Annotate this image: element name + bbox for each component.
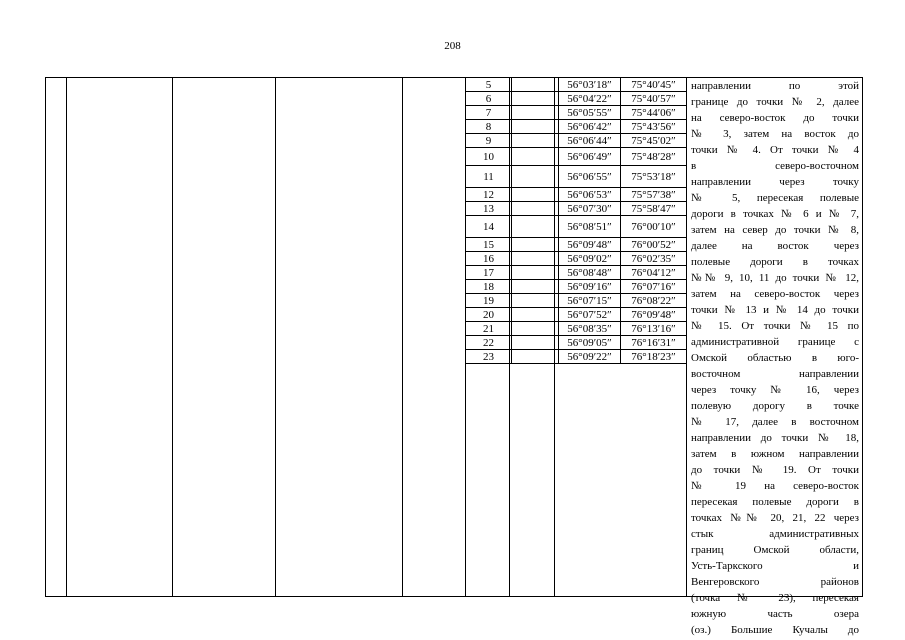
description-line: № 19 на северо-восток	[691, 480, 859, 492]
description-line: Усть-Таркского и	[691, 560, 859, 572]
point-number: 18	[466, 280, 512, 294]
description-line: затем на северо-восток через	[691, 288, 859, 300]
blank-cell	[512, 322, 559, 336]
latitude-cell: 56°06′53″	[559, 188, 621, 202]
description-line: полевую дорогу в точке	[691, 400, 859, 412]
description-line: № 15. От точки № 15 по	[691, 320, 859, 332]
column-divider	[402, 77, 403, 597]
coordinate-row	[466, 134, 687, 148]
longitude-cell: 76°00′10″	[621, 216, 687, 238]
longitude-cell: 76°16′31″	[621, 336, 687, 350]
coordinate-row	[466, 166, 687, 188]
longitude-cell: 76°07′16″	[621, 280, 687, 294]
description-line: стык административных	[691, 528, 859, 540]
description-line: № 5, пересекая полевые	[691, 192, 859, 204]
blank-cell	[512, 266, 559, 280]
latitude-cell: 56°06′42″	[559, 120, 621, 134]
point-number: 5	[466, 78, 512, 92]
blank-cell	[512, 294, 559, 308]
longitude-cell: 76°13′16″	[621, 322, 687, 336]
blank-cell	[512, 216, 559, 238]
longitude-cell: 76°00′52″	[621, 238, 687, 252]
description-line: далее на восток через	[691, 240, 859, 252]
blank-cell	[512, 78, 559, 92]
blank-cell	[512, 308, 559, 322]
column-divider	[66, 77, 67, 597]
latitude-cell: 56°04′22″	[559, 92, 621, 106]
coordinate-row	[466, 188, 687, 202]
latitude-cell: 56°09′02″	[559, 252, 621, 266]
description-line: южную часть озера	[691, 608, 859, 620]
description-line: (оз.) Большие Кучалы до	[691, 624, 859, 636]
latitude-cell: 56°06′44″	[559, 134, 621, 148]
page-number: 208	[444, 40, 461, 52]
coordinate-row	[466, 148, 687, 166]
blank-cell	[512, 134, 559, 148]
coordinate-row	[466, 294, 687, 308]
latitude-cell: 56°07′30″	[559, 202, 621, 216]
description-line: Венгеровского районов	[691, 576, 859, 588]
blank-cell	[512, 252, 559, 266]
blank-cell	[512, 188, 559, 202]
description-line: пересекая полевые дороги в	[691, 496, 859, 508]
latitude-cell: 56°09′48″	[559, 238, 621, 252]
coordinate-row	[466, 336, 687, 350]
column-divider	[172, 77, 173, 597]
latitude-cell: 56°05′55″	[559, 106, 621, 120]
description-line: № 3, затем на восток до	[691, 128, 859, 140]
coordinate-row	[466, 92, 687, 106]
point-number: 7	[466, 106, 512, 120]
point-number: 8	[466, 120, 512, 134]
longitude-cell: 75°57′38″	[621, 188, 687, 202]
coordinate-row	[466, 106, 687, 120]
description-line: № 17, далее в восточном	[691, 416, 859, 428]
latitude-cell: 56°09′05″	[559, 336, 621, 350]
description-line: границ Омской области,	[691, 544, 859, 556]
longitude-cell: 76°09′48″	[621, 308, 687, 322]
longitude-cell: 76°18′23″	[621, 350, 687, 364]
description-line: Омской областью в юго-	[691, 352, 859, 364]
point-number: 10	[466, 148, 512, 166]
point-number: 12	[466, 188, 512, 202]
point-number: 17	[466, 266, 512, 280]
description-line: восточном направлении	[691, 368, 859, 380]
description-line: направлении до точки № 18,	[691, 432, 859, 444]
description-line: точки № 13 и № 14 до точки	[691, 304, 859, 316]
point-number: 11	[466, 166, 512, 188]
description-line: направлении через точку	[691, 176, 859, 188]
blank-cell	[512, 280, 559, 294]
longitude-cell: 75°40′57″	[621, 92, 687, 106]
longitude-cell: 76°08′22″	[621, 294, 687, 308]
description-line: точки № 4. От точки № 4	[691, 144, 859, 156]
coordinate-row	[466, 252, 687, 266]
point-number: 6	[466, 92, 512, 106]
coordinate-row	[466, 280, 687, 294]
description-line: до точки № 19. От точки	[691, 464, 859, 476]
boundary-description	[691, 78, 859, 638]
description-line: границе до точки № 2, далее	[691, 96, 859, 108]
point-number: 9	[466, 134, 512, 148]
blank-cell	[512, 92, 559, 106]
point-number: 20	[466, 308, 512, 322]
longitude-cell: 76°04′12″	[621, 266, 687, 280]
point-number: 23	[466, 350, 512, 364]
latitude-cell: 56°07′52″	[559, 308, 621, 322]
blank-cell	[512, 336, 559, 350]
coordinate-row	[466, 78, 687, 92]
point-number: 22	[466, 336, 512, 350]
description-line: административной границе с	[691, 336, 859, 348]
point-number: 13	[466, 202, 512, 216]
latitude-cell: 56°09′22″	[559, 350, 621, 364]
latitude-cell: 56°08′48″	[559, 266, 621, 280]
description-line: затем на север до точки № 8,	[691, 224, 859, 236]
point-number: 14	[466, 216, 512, 238]
latitude-cell: 56°08′51″	[559, 216, 621, 238]
coordinates-table	[465, 77, 687, 364]
longitude-cell: 75°44′06″	[621, 106, 687, 120]
point-number: 15	[466, 238, 512, 252]
coordinate-row	[466, 308, 687, 322]
description-line: точках №№ 20, 21, 22 через	[691, 512, 859, 524]
description-line: дороги в точках № 6 и № 7,	[691, 208, 859, 220]
description-line: №№ 9, 10, 11 до точки № 12,	[691, 272, 859, 284]
longitude-cell: 75°45′02″	[621, 134, 687, 148]
longitude-cell: 75°40′45″	[621, 78, 687, 92]
latitude-cell: 56°06′49″	[559, 148, 621, 166]
longitude-cell: 75°58′47″	[621, 202, 687, 216]
blank-cell	[512, 350, 559, 364]
latitude-cell: 56°03′18″	[559, 78, 621, 92]
description-line: направлении по этой	[691, 80, 859, 92]
longitude-cell: 75°43′56″	[621, 120, 687, 134]
point-number: 19	[466, 294, 512, 308]
description-line: на северо-восток до точки	[691, 112, 859, 124]
description-line: затем в южном направлении	[691, 448, 859, 460]
latitude-cell: 56°06′55″	[559, 166, 621, 188]
blank-cell	[512, 148, 559, 166]
blank-cell	[512, 166, 559, 188]
description-line: полевые дороги в точках	[691, 256, 859, 268]
blank-cell	[512, 202, 559, 216]
coordinate-row	[466, 120, 687, 134]
latitude-cell: 56°07′15″	[559, 294, 621, 308]
coordinate-row	[466, 216, 687, 238]
blank-cell	[512, 106, 559, 120]
description-line: (точка № 23), пересекая	[691, 592, 859, 604]
point-number: 16	[466, 252, 512, 266]
latitude-cell: 56°09′16″	[559, 280, 621, 294]
description-line: через точку № 16, через	[691, 384, 859, 396]
longitude-cell: 75°53′18″	[621, 166, 687, 188]
column-divider	[275, 77, 276, 597]
blank-cell	[512, 238, 559, 252]
coordinate-row	[466, 350, 687, 364]
longitude-cell: 76°02′35″	[621, 252, 687, 266]
coordinate-row	[466, 238, 687, 252]
point-number: 21	[466, 322, 512, 336]
coordinate-row	[466, 322, 687, 336]
blank-cell	[512, 120, 559, 134]
coordinate-row	[466, 266, 687, 280]
longitude-cell: 75°48′28″	[621, 148, 687, 166]
description-line: в северо-восточном	[691, 160, 859, 172]
coordinate-row	[466, 202, 687, 216]
latitude-cell: 56°08′35″	[559, 322, 621, 336]
